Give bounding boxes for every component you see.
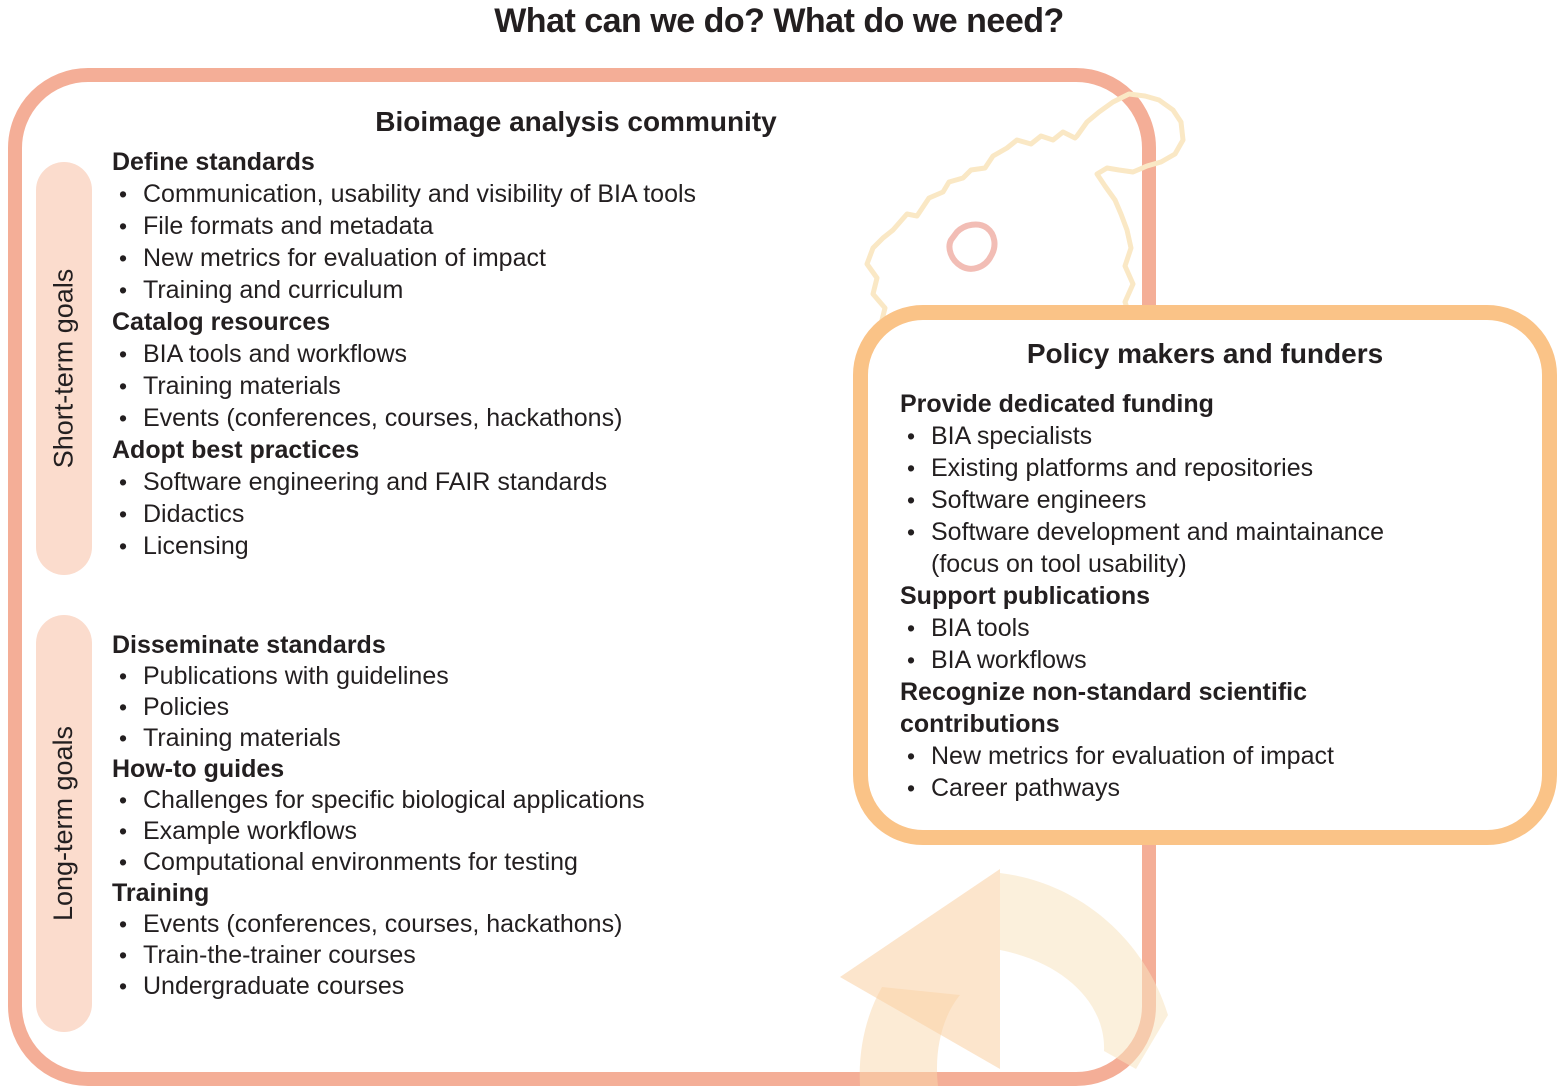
- bullet-text: Software engineers: [931, 486, 1147, 514]
- bullet-text: Training materials: [143, 724, 341, 752]
- bullet-text: Software engineering and FAIR standards: [143, 468, 608, 496]
- bullet-dot: •: [907, 455, 916, 481]
- short-term-goals-list: [112, 146, 942, 562]
- bullet-text: Publications with guidelines: [143, 662, 449, 690]
- bullet-dot: •: [119, 469, 128, 495]
- bullet-dot: •: [119, 818, 128, 844]
- bullet-text: Software development and maintainance (focus on tool usability): [931, 518, 1385, 578]
- section-heading: Support publications: [900, 582, 1150, 610]
- bullet-text: Licensing: [143, 532, 249, 560]
- bullet-text: Didactics: [143, 500, 245, 528]
- section-heading: Define standards: [112, 148, 315, 176]
- bullet-dot: •: [119, 663, 128, 689]
- bullet-text: File formats and metadata: [143, 212, 434, 240]
- bullet-text: BIA specialists: [931, 422, 1093, 450]
- bullet-text: Events (conferences, courses, hackathons): [143, 404, 623, 432]
- bullet-text: BIA tools: [931, 614, 1030, 642]
- bullet-dot: •: [119, 373, 128, 399]
- bullet-dot: •: [907, 615, 916, 641]
- bullet-text: Example workflows: [143, 817, 357, 845]
- bullet-text: New metrics for evaluation of impact: [143, 244, 546, 272]
- bullet-dot: •: [907, 743, 916, 769]
- page-title: What can we do? What do we need?: [494, 2, 1064, 40]
- bullet-dot: •: [119, 942, 128, 968]
- bullet-dot: •: [907, 487, 916, 513]
- bullet-text: Events (conferences, courses, hackathons): [143, 910, 623, 938]
- bullet-text: Training materials: [143, 372, 341, 400]
- bullet-text: BIA tools and workflows: [143, 340, 408, 368]
- bullet-item: [112, 210, 942, 242]
- bullet-text: Policies: [143, 693, 230, 721]
- section-heading: Training: [112, 879, 210, 907]
- bullet-text: Train-the-trainer courses: [143, 941, 416, 969]
- long-term-goals-label: Long-term goals: [48, 725, 79, 922]
- bullet-text: Career pathways: [931, 774, 1120, 802]
- bullet-item: [112, 178, 942, 210]
- bullet-item: [112, 661, 942, 692]
- bullet-text: Undergraduate courses: [143, 972, 405, 1000]
- section-heading: Provide dedicated funding: [900, 390, 1214, 418]
- bullet-text: Existing platforms and repositories: [931, 454, 1314, 482]
- bullet-item: [112, 338, 942, 370]
- section-heading: How-to guides: [112, 755, 285, 783]
- bullet-item: [900, 516, 1530, 580]
- region-circle-icon: [949, 225, 994, 269]
- bullet-dot: •: [119, 787, 128, 813]
- bullet-item: [900, 484, 1530, 516]
- bullet-item: [112, 847, 942, 878]
- bullet-item: [112, 370, 942, 402]
- bullet-item: [900, 772, 1530, 804]
- bullet-item: [112, 402, 942, 434]
- bullet-text: Challenges for specific biological applications: [143, 786, 645, 814]
- bullet-text: New metrics for evaluation of impact: [931, 742, 1334, 770]
- bullet-item: [112, 274, 942, 306]
- bullet-dot: •: [119, 405, 128, 431]
- bullet-item: [900, 740, 1530, 772]
- bullet-dot: •: [119, 213, 128, 239]
- bullet-item: [112, 816, 942, 847]
- short-term-goals-pill: [36, 162, 92, 575]
- bullet-dot: •: [119, 533, 128, 559]
- bullet-item: [112, 498, 942, 530]
- bullet-dot: •: [907, 519, 916, 545]
- bullet-item: [112, 692, 942, 723]
- bullet-item: [112, 909, 942, 940]
- bullet-item: [112, 242, 942, 274]
- bullet-dot: •: [119, 725, 128, 751]
- section-heading: Catalog resources: [112, 308, 331, 336]
- bullet-item: [112, 530, 942, 562]
- long-term-goals-list: [112, 630, 942, 1002]
- bullet-item: [900, 644, 1530, 676]
- community-box-title: Bioimage analysis community: [375, 106, 777, 137]
- section-heading: Adopt best practices: [112, 436, 360, 464]
- bullet-item: [112, 723, 942, 754]
- curved-arrow-body: [1000, 873, 1168, 1069]
- bullet-text: Training and curriculum: [143, 276, 404, 304]
- short-term-goals-label: Short-term goals: [48, 268, 79, 469]
- bullet-dot: •: [119, 911, 128, 937]
- bullet-dot: •: [119, 277, 128, 303]
- policy-goals-list: [900, 388, 1530, 804]
- bullet-dot: •: [119, 849, 128, 875]
- long-term-goals-pill: [36, 615, 92, 1032]
- bullet-dot: •: [907, 775, 916, 801]
- bullet-dot: •: [119, 181, 128, 207]
- policy-box-title: Policy makers and funders: [1026, 338, 1384, 369]
- bullet-dot: •: [907, 647, 916, 673]
- bullet-item: [112, 785, 942, 816]
- section-heading: Disseminate standards: [112, 631, 386, 659]
- bullet-dot: •: [119, 973, 128, 999]
- bullet-item: [112, 971, 942, 1002]
- bullet-dot: •: [119, 245, 128, 271]
- bullet-item: [900, 452, 1530, 484]
- bullet-text: Communication, usability and visibility of BIA tools: [143, 180, 697, 208]
- bullet-text: Computational environments for testing: [143, 848, 578, 876]
- bullet-dot: •: [907, 423, 916, 449]
- bullet-item: [112, 940, 942, 971]
- bullet-dot: •: [119, 341, 128, 367]
- bullet-dot: •: [119, 694, 128, 720]
- bullet-item: [900, 612, 1530, 644]
- bullet-text: BIA workflows: [931, 646, 1087, 674]
- bullet-item: [112, 466, 942, 498]
- section-heading: Recognize non-standard scientific contributions: [900, 678, 1308, 738]
- bullet-item: [900, 420, 1530, 452]
- bullet-dot: •: [119, 501, 128, 527]
